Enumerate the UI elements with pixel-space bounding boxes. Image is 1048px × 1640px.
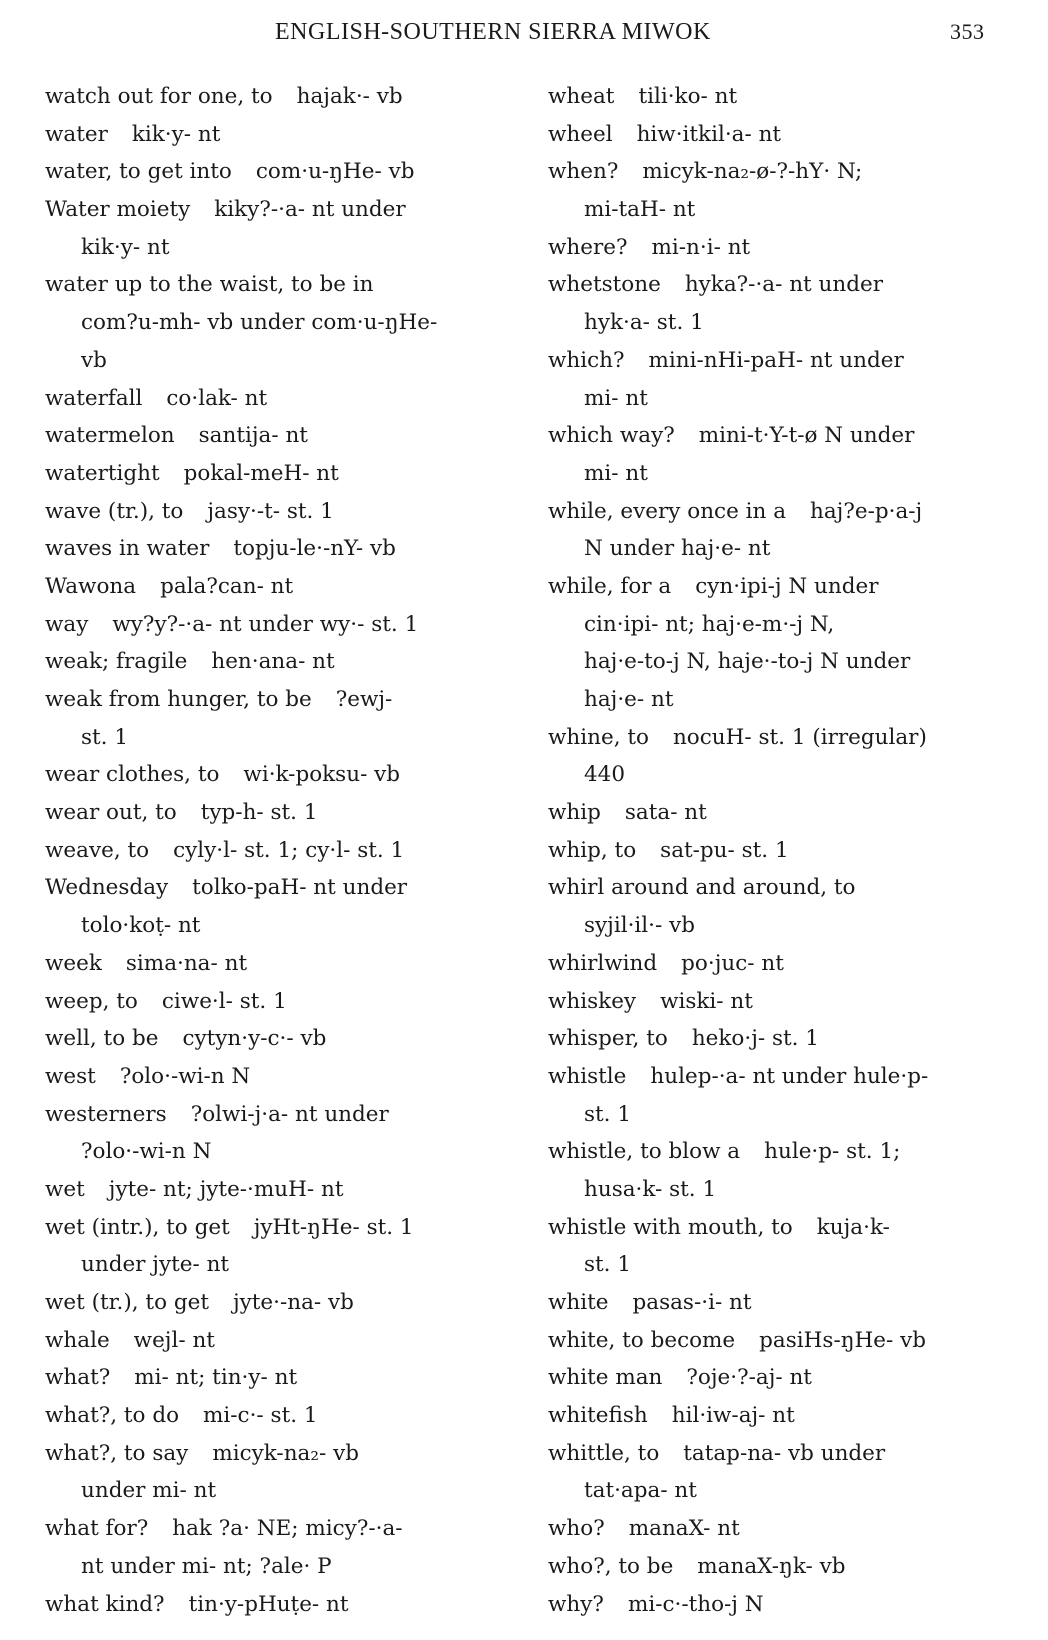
dictionary-entry [548, 1284, 1038, 1322]
miwok-gloss: kik·y- nt [131, 121, 221, 147]
headword: whip [548, 800, 601, 826]
miwok-gloss: pasiHs-ŋHe- vb [759, 1327, 927, 1353]
dictionary-entry [45, 1397, 525, 1435]
miwok-gloss: ?olwi-j·a- nt under [190, 1101, 389, 1127]
headword: whistle with mouth, to [548, 1214, 793, 1240]
headword: weak; fragile [45, 649, 188, 675]
dictionary-entry [45, 380, 525, 418]
miwok-gloss: mi-c·-tho-j N [627, 1591, 764, 1617]
miwok-gloss: typ-h- st. 1 [200, 800, 318, 826]
dictionary-entry [45, 455, 525, 493]
dictionary-entry [45, 266, 525, 304]
dictionary-entry [45, 756, 525, 794]
continuation-text: st. 1 [81, 724, 129, 750]
miwok-gloss: ?oje·?-aj- nt [686, 1365, 812, 1391]
miwok-gloss: sima·na- nt [125, 950, 248, 976]
dictionary-entry [548, 869, 1038, 907]
continuation-text: mi- nt [584, 385, 648, 411]
headword: well, to be [45, 1026, 159, 1052]
miwok-gloss: tolko-paH- nt under [192, 875, 408, 901]
headword: water up to the waist, to be in [45, 272, 374, 298]
dictionary-entry [548, 1586, 1038, 1624]
entry-continuation [548, 907, 1038, 945]
miwok-gloss: micyk-na₂-ø-?-hY· N; [642, 159, 863, 185]
entry-continuation [548, 756, 1038, 794]
dictionary-entry [45, 1435, 525, 1473]
headword: wheat [548, 84, 615, 109]
miwok-gloss: topju-le·-nY- vb [233, 536, 396, 562]
headword: watch out for one, to [45, 84, 273, 109]
miwok-gloss: tatap-na- vb under [683, 1440, 886, 1466]
entry-continuation [548, 1246, 1038, 1284]
dictionary-entry [45, 568, 525, 606]
headword: wave (tr.), to [45, 498, 184, 524]
dictionary-entry [45, 606, 525, 644]
headword: whirlwind [548, 950, 658, 976]
miwok-gloss: cyly·l- st. 1; cy·l- st. 1 [173, 837, 405, 863]
dictionary-entry [45, 794, 525, 832]
headword: whine, to [548, 724, 649, 750]
headword: weave, to [45, 837, 150, 863]
miwok-gloss: po·juc- nt [681, 950, 784, 976]
entry-continuation [45, 1133, 525, 1171]
dictionary-entry [548, 719, 1038, 757]
headword: where? [548, 234, 628, 260]
dictionary-entry [548, 342, 1038, 380]
miwok-gloss: ?olo·-wi-n N [119, 1063, 251, 1089]
dictionary-entry [548, 153, 1038, 191]
miwok-gloss: micyk-na₂- vb [212, 1440, 359, 1466]
dictionary-entry [548, 229, 1038, 267]
dictionary-entry [548, 794, 1038, 832]
headword: west [45, 1063, 96, 1089]
dictionary-entry [45, 983, 525, 1021]
miwok-gloss: jasy·-t- st. 1 [207, 498, 334, 524]
dictionary-entry [548, 1058, 1038, 1096]
continuation-text: N under haj·e- nt [584, 536, 771, 562]
headword: whitefish [548, 1403, 648, 1429]
headword: what for? [45, 1516, 149, 1542]
headword: wet (tr.), to get [45, 1290, 209, 1315]
headword: white [548, 1290, 609, 1315]
dictionary-entry [548, 1322, 1038, 1360]
headword: whetstone [548, 272, 661, 298]
miwok-gloss: pasas-·i- nt [632, 1290, 752, 1315]
headword: while, for a [548, 573, 672, 599]
miwok-gloss: cytyn·y-c·- vb [182, 1026, 327, 1052]
continuation-text: tat·apa- nt [584, 1478, 697, 1504]
miwok-gloss: jyHt-ŋHe- st. 1 [253, 1214, 414, 1240]
miwok-gloss: mi- nt; tin·y- nt [134, 1365, 298, 1391]
headword: waterfall [45, 385, 143, 411]
entry-continuation [548, 380, 1038, 418]
headword: whistle [548, 1063, 627, 1089]
entry-continuation [548, 1096, 1038, 1134]
entry-continuation [548, 1171, 1038, 1209]
dictionary-entry [548, 116, 1038, 154]
miwok-gloss: tin·y-pHuṭe- nt [188, 1591, 349, 1617]
dictionary-entry [548, 983, 1038, 1021]
entry-continuation [45, 1548, 525, 1586]
dictionary-entry [45, 78, 525, 116]
right-column [548, 78, 1038, 1623]
dictionary-entry [45, 1322, 525, 1360]
continuation-text: st. 1 [584, 1101, 632, 1127]
dictionary-entry [45, 1209, 525, 1247]
headword: watermelon [45, 423, 175, 449]
entry-continuation [45, 1472, 525, 1510]
headword: what?, to say [45, 1440, 189, 1466]
entry-continuation [548, 530, 1038, 568]
headword: what? [45, 1365, 111, 1391]
dictionary-entry [548, 493, 1038, 531]
dictionary-entry [548, 1359, 1038, 1397]
headword: whip, to [548, 837, 637, 863]
miwok-gloss: hyka?-·a- nt under [684, 272, 883, 298]
miwok-gloss: kiky?-·a- nt under [214, 197, 406, 223]
headword: water [45, 121, 108, 147]
continuation-text: ?olo·-wi-n N [81, 1139, 212, 1165]
entry-continuation [45, 229, 525, 267]
headword: water, to get into [45, 159, 232, 185]
continuation-text: vb [81, 347, 107, 373]
entry-continuation [548, 606, 1038, 644]
miwok-gloss: santija- nt [198, 423, 308, 449]
headword: which way? [548, 423, 675, 449]
miwok-gloss: pala?can- nt [160, 573, 294, 599]
continuation-text: 440 [584, 762, 626, 788]
headword: Wawona [45, 573, 137, 599]
continuation-text: haj·e-to-j N, haje·-to-j N under [584, 649, 911, 675]
dictionary-entry [45, 417, 525, 455]
miwok-gloss: sata- nt [624, 800, 707, 826]
entry-continuation [548, 681, 1038, 719]
dictionary-entry [45, 832, 525, 870]
continuation-text: haj·e- nt [584, 687, 674, 712]
continuation-text: syjil·il·- vb [584, 913, 696, 939]
dictionary-entry [548, 417, 1038, 455]
dictionary-entry [548, 266, 1038, 304]
page-title: ENGLISH-SOUTHERN SIERRA MIWOK [275, 19, 711, 45]
entry-continuation [45, 1246, 525, 1284]
headword: watertight [45, 460, 160, 486]
miwok-gloss: hajak·- vb [296, 84, 403, 109]
dictionary-entry [45, 1359, 525, 1397]
miwok-gloss: hil·iw-aj- nt [671, 1403, 795, 1429]
miwok-gloss: cyn·ipi-j N under [695, 573, 879, 599]
miwok-gloss: hen·ana- nt [211, 649, 335, 675]
continuation-text: mi-taH- nt [584, 197, 696, 223]
dictionary-entry [45, 681, 525, 719]
entry-continuation [548, 191, 1038, 229]
miwok-gloss: pokal-meH- nt [183, 460, 339, 486]
dictionary-entry [45, 945, 525, 983]
headword: who?, to be [548, 1553, 674, 1579]
headword: weep, to [45, 988, 138, 1014]
miwok-gloss: mi-n·i- nt [651, 234, 751, 260]
dictionary-entry [45, 530, 525, 568]
headword: wear clothes, to [45, 762, 220, 788]
miwok-gloss: ?ewj- [335, 687, 393, 712]
miwok-gloss: co·lak- nt [166, 385, 268, 411]
dictionary-entry [548, 945, 1038, 983]
left-column [45, 78, 525, 1623]
dictionary-entry [45, 869, 525, 907]
entry-continuation [548, 1472, 1038, 1510]
continuation-text: hyk·a- st. 1 [584, 310, 704, 336]
miwok-gloss: jyte·-na- vb [232, 1290, 354, 1315]
headword: Water moiety [45, 197, 191, 223]
miwok-gloss: hule·p- st. 1; [764, 1139, 901, 1165]
dictionary-entry [45, 191, 525, 229]
headword: whistle, to blow a [548, 1139, 741, 1165]
continuation-text: kik·y- nt [81, 234, 170, 260]
dictionary-entry [45, 493, 525, 531]
continuation-text: nt under mi- nt; ?ale· P [81, 1553, 332, 1579]
miwok-gloss: kuja·k- [816, 1214, 890, 1240]
miwok-gloss: ciwe·l- st. 1 [161, 988, 287, 1014]
dictionary-entry [45, 1284, 525, 1322]
continuation-text: under mi- nt [81, 1478, 217, 1504]
miwok-gloss: jyte- nt; jyte-·muH- nt [108, 1176, 344, 1202]
headword: wet (intr.), to get [45, 1214, 230, 1240]
headword: whale [45, 1327, 110, 1353]
dictionary-entry [548, 1133, 1038, 1171]
dictionary-entry [45, 1510, 525, 1548]
miwok-gloss: mini-t·Y-t-ø N under [698, 423, 915, 449]
miwok-gloss: manaX- nt [628, 1516, 740, 1542]
miwok-gloss: wiski- nt [660, 988, 753, 1014]
entry-continuation [45, 304, 525, 342]
headword: whirl around and around, to [548, 875, 856, 901]
dictionary-entry [548, 568, 1038, 606]
dictionary-entry [45, 1171, 525, 1209]
miwok-gloss: hiw·itkil·a- nt [636, 121, 782, 147]
continuation-text: st. 1 [584, 1252, 632, 1278]
dictionary-entry [45, 643, 525, 681]
miwok-gloss: tili·ko- nt [638, 84, 738, 109]
dictionary-entry [548, 832, 1038, 870]
miwok-gloss: mi-c·- st. 1 [203, 1403, 318, 1429]
miwok-gloss: mini-nHi-paH- nt under [648, 347, 904, 373]
dictionary-entry [548, 78, 1038, 116]
entry-continuation [548, 455, 1038, 493]
headword: white man [548, 1365, 663, 1391]
miwok-gloss: wejl- nt [133, 1327, 215, 1353]
headword: why? [548, 1591, 604, 1617]
miwok-gloss: wy?y?-·a- nt under wy·- st. 1 [112, 611, 419, 637]
dictionary-entry [45, 1586, 525, 1624]
headword: who? [548, 1516, 605, 1542]
dictionary-entry [45, 1020, 525, 1058]
dictionary-entry [548, 1209, 1038, 1247]
dictionary-entry [45, 1058, 525, 1096]
miwok-gloss: heko·j- st. 1 [691, 1026, 819, 1052]
entry-continuation [548, 304, 1038, 342]
dictionary-entry [45, 116, 525, 154]
miwok-gloss: haj?e-p·a-j [810, 498, 923, 524]
continuation-text: mi- nt [584, 460, 648, 486]
dictionary-entry [45, 1096, 525, 1134]
continuation-text: husa·k- st. 1 [584, 1176, 717, 1202]
headword: Wednesday [45, 875, 169, 901]
headword: way [45, 611, 89, 637]
miwok-gloss: com·u-ŋHe- vb [255, 159, 415, 185]
page-number: 353 [950, 19, 985, 44]
miwok-gloss: sat-pu- st. 1 [660, 837, 789, 863]
continuation-text: cin·ipi- nt; haj·e-m·-j N, [584, 611, 835, 637]
headword: week [45, 950, 102, 976]
headword: what kind? [45, 1591, 165, 1617]
headword: wheel [548, 121, 613, 147]
headword: white, to become [548, 1327, 736, 1353]
miwok-gloss: nocuH- st. 1 (irregular) [672, 724, 927, 750]
miwok-gloss: manaX-ŋk- vb [697, 1553, 846, 1579]
headword: what?, to do [45, 1403, 180, 1429]
entry-continuation [45, 342, 525, 380]
headword: wear out, to [45, 800, 177, 826]
dictionary-entry [45, 153, 525, 191]
entry-continuation [548, 643, 1038, 681]
headword: which? [548, 347, 625, 373]
headword: waves in water [45, 536, 210, 562]
headword: while, every once in a [548, 498, 787, 524]
headword: whisper, to [548, 1026, 668, 1052]
continuation-text: com?u-mh- vb under com·u-ŋHe- [81, 310, 438, 336]
miwok-gloss: hulep-·a- nt under hule·p- [650, 1063, 929, 1089]
dictionary-entry [548, 1020, 1038, 1058]
dictionary-entry [548, 1548, 1038, 1586]
dictionary-entry [548, 1435, 1038, 1473]
headword: whiskey [548, 988, 637, 1014]
miwok-gloss: wi·k-poksu- vb [243, 762, 401, 788]
headword: when? [548, 159, 619, 185]
headword: westerners [45, 1101, 167, 1127]
entry-continuation [45, 907, 525, 945]
dictionary-entry [548, 1510, 1038, 1548]
headword: weak from hunger, to be [45, 687, 312, 712]
continuation-text: tolo·koṭ- nt [81, 913, 201, 939]
continuation-text: under jyte- nt [81, 1252, 230, 1278]
headword: wet [45, 1176, 85, 1202]
dictionary-entry [548, 1397, 1038, 1435]
miwok-gloss: hak ?a· NE; micy?-·a- [172, 1516, 403, 1542]
entry-continuation [45, 719, 525, 757]
headword: whittle, to [548, 1440, 660, 1466]
